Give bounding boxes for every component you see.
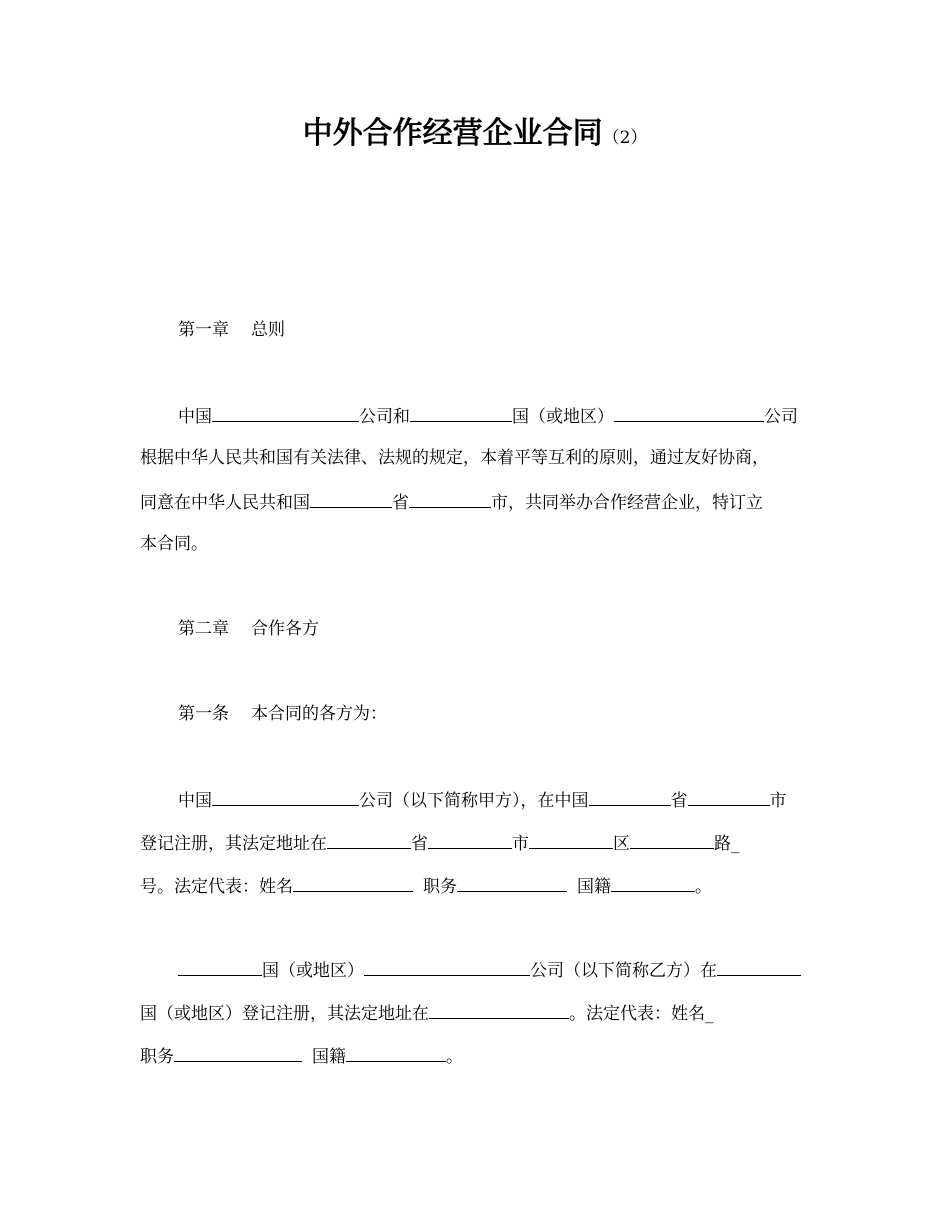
blank-field — [429, 1000, 569, 1019]
blank-field — [428, 830, 512, 849]
chapter-1-number: 第一章 — [178, 320, 229, 340]
blank-field — [364, 957, 530, 976]
preamble-text: 中国 — [178, 407, 212, 427]
blank-field — [346, 1043, 446, 1062]
blank-field — [529, 830, 613, 849]
party-a-text: 市 — [769, 791, 787, 811]
chapter-2-number: 第二章 — [178, 619, 229, 639]
party-a-text: 国籍 — [577, 877, 611, 897]
preamble-text: 同意在中华人民共和国 — [140, 493, 310, 513]
party-b-line-1 — [178, 957, 820, 983]
blank-field — [310, 489, 392, 508]
chapter-2-name: 合作各方 — [251, 619, 319, 639]
blank-field — [212, 403, 359, 422]
blank-field — [410, 403, 512, 422]
party-b-text: 公司（以下简称乙方）在 — [530, 961, 717, 981]
blank-field — [178, 957, 262, 976]
blank-field — [614, 403, 764, 422]
party-a-text: 省 — [670, 791, 688, 811]
party-b-text: 职务 — [140, 1047, 174, 1067]
party-b-text: 。 — [446, 1047, 463, 1067]
blank-field — [409, 489, 491, 508]
blank-field — [293, 873, 413, 892]
title-text: 中外合作经营企业合同 — [302, 116, 603, 151]
article-1-heading — [178, 702, 820, 726]
blank-field — [688, 787, 770, 806]
blank-field — [327, 830, 411, 849]
preamble-text: 省 — [392, 493, 409, 513]
party-a-text: 市 — [512, 834, 529, 854]
document-title — [0, 112, 950, 160]
preamble-line-1 — [178, 403, 820, 429]
party-a-text: 路_ — [714, 834, 740, 854]
preamble-text: 国（或地区） — [512, 407, 614, 427]
blank-field — [212, 787, 359, 806]
party-b-text: 。法定代表：姓名_ — [569, 1004, 714, 1024]
preamble-line-3 — [140, 489, 820, 515]
party-b-text: 国籍 — [312, 1047, 346, 1067]
party-a-text: 号。法定代表：姓名 — [140, 877, 293, 897]
chapter-1-heading — [178, 318, 820, 342]
party-a-line-1 — [178, 787, 820, 813]
blank-field — [717, 957, 801, 976]
blank-field — [174, 1043, 302, 1062]
blank-field — [630, 830, 714, 849]
preamble-line-4: 本合同。 — [140, 534, 208, 554]
party-a-line-2 — [140, 830, 820, 856]
party-a-text: 。 — [695, 877, 712, 897]
party-a-text: 公司（以下简称甲方），在中国 — [359, 791, 589, 811]
party-a-line-3 — [140, 873, 820, 899]
preamble-text: 公司 — [764, 407, 798, 427]
party-a-text: 登记注册，其法定地址在 — [140, 834, 327, 854]
blank-field — [611, 873, 695, 892]
preamble-text: 市，共同举办合作经营企业，特订立 — [491, 493, 763, 513]
article-1-number: 第一条 — [178, 704, 229, 724]
chapter-2-heading — [178, 617, 820, 641]
party-b-line-2 — [140, 1000, 820, 1026]
party-b-text: 国（或地区）登记注册，其法定地址在 — [140, 1004, 429, 1024]
party-a-text: 区 — [613, 834, 630, 854]
party-a-text: 职务 — [423, 877, 457, 897]
title-suffix: （2） — [602, 128, 648, 148]
party-a-text: 省 — [411, 834, 428, 854]
preamble-line-2: 根据中华人民共和国有关法律、法规的规定，本着平等互利的原则，通过友好协商， — [140, 448, 769, 468]
article-1-text: 本合同的各方为： — [251, 704, 387, 724]
blank-field — [589, 787, 671, 806]
party-b-line-3 — [140, 1043, 820, 1069]
blank-field — [457, 873, 567, 892]
party-a-text: 中国 — [178, 791, 212, 811]
party-b-text: 国（或地区） — [262, 961, 364, 981]
chapter-1-name: 总则 — [251, 320, 285, 340]
preamble-text: 公司和 — [359, 407, 410, 427]
